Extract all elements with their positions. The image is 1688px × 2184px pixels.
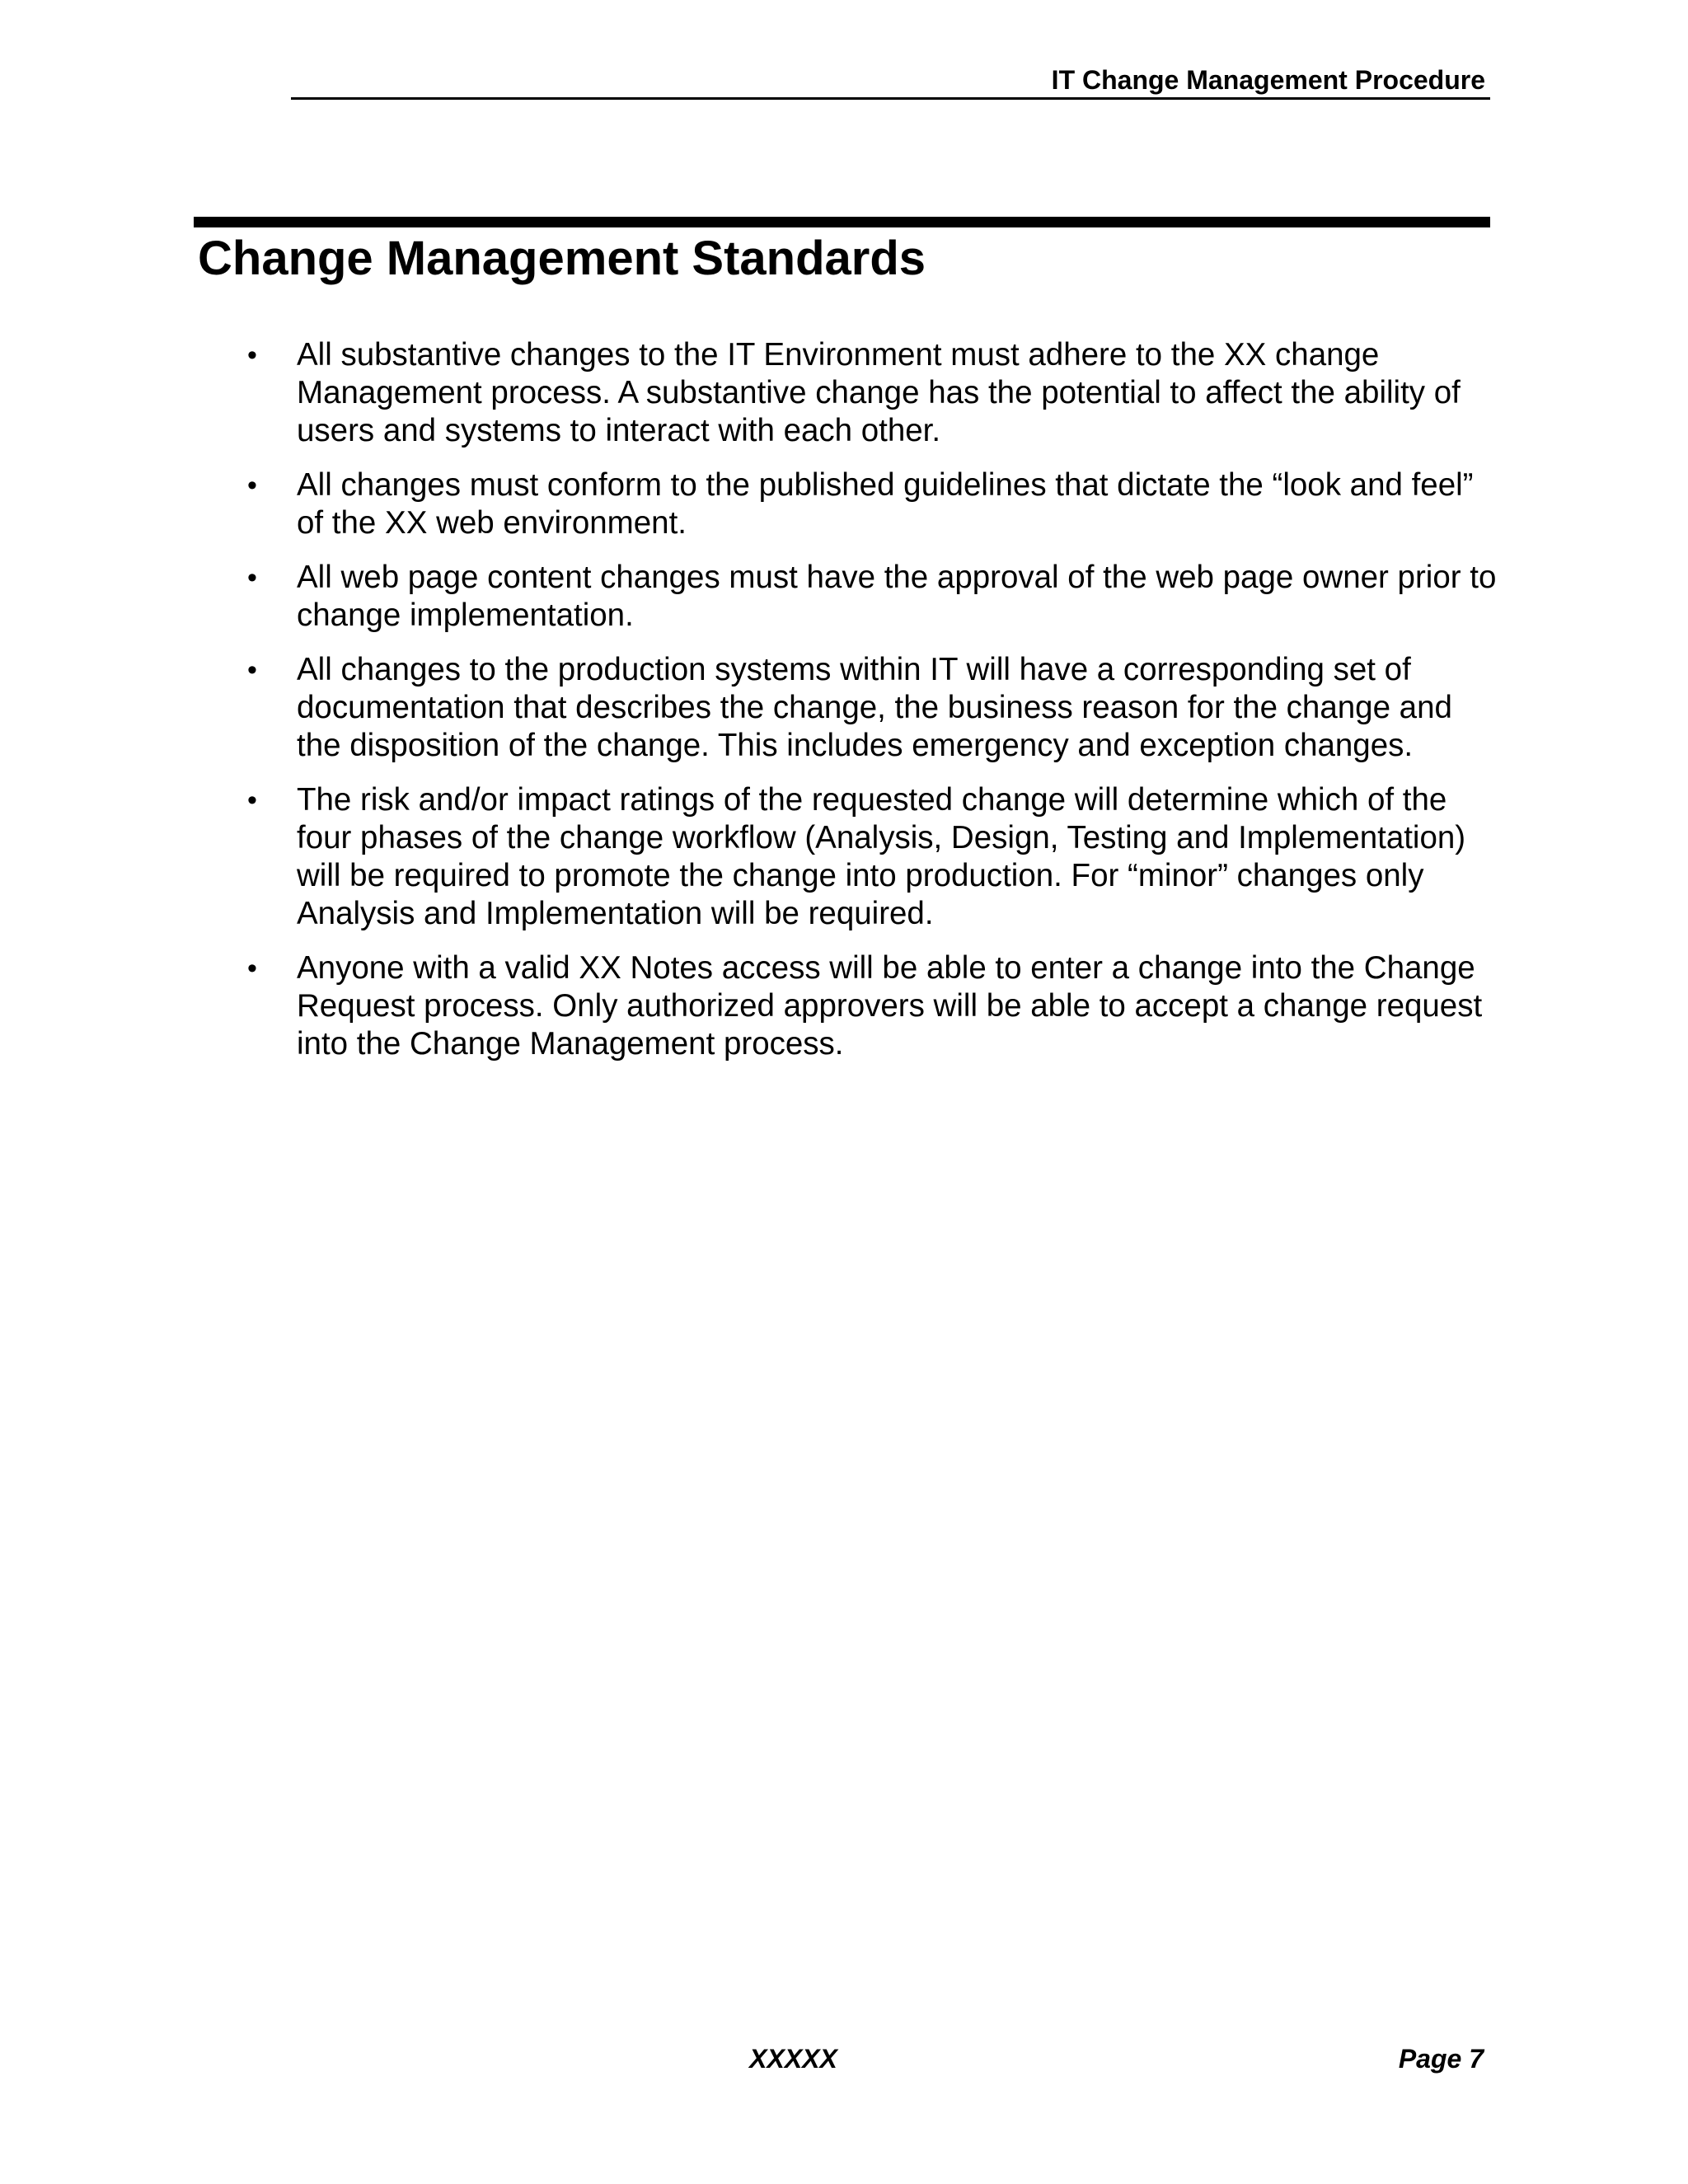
bullet-icon: • — [247, 654, 257, 686]
bullet-icon: • — [247, 470, 257, 501]
section-title: Change Management Standards — [198, 232, 926, 285]
list-item — [239, 559, 1500, 635]
bullet-icon: • — [247, 340, 257, 371]
list-item-text: All changes to the production systems within IT will have a corresponding set of documentation that describes the change, the business reason for the change and the disposition of the change. This includes emergency and exception changes. — [297, 652, 1452, 763]
list-item — [239, 949, 1500, 1063]
list-item-text: All substantive changes to the IT Environment must adhere to the XX change Management process. A substantive change has the potential to affect the ability of users and systems to interact with each other. — [297, 337, 1461, 448]
list-item-text: All web page content changes must have the approval of the web page owner prior to change implementation. — [297, 560, 1497, 633]
bullet-list — [239, 336, 1500, 1080]
running-header — [291, 63, 1490, 100]
bullet-icon: • — [247, 562, 257, 593]
list-item — [239, 781, 1500, 933]
footer-document-id: XXXXX — [749, 2044, 837, 2074]
bullet-icon: • — [247, 953, 257, 984]
running-header-title: IT Change Management Procedure — [1051, 65, 1485, 95]
list-item-text: Anyone with a valid XX Notes access will be able to enter a change into the Change Request process. Only authorized approvers will be able to accept a change request into the Change Management process. — [297, 950, 1483, 1062]
bullet-icon: • — [247, 785, 257, 816]
list-item-text: The risk and/or impact ratings of the requested change will determine which of the four phases of the change workflow (Analysis, Design, Testing and Implementation) will be required to promote the change into production. For “minor” changes only Analysis and Implementation will be required. — [297, 782, 1466, 931]
list-item — [239, 336, 1500, 450]
list-item — [239, 651, 1500, 765]
list-item — [239, 466, 1500, 542]
footer-page-number: Page 7 — [1398, 2044, 1484, 2074]
list-item-text: All changes must conform to the published guidelines that dictate the “look and feel” of the XX web environment. — [297, 467, 1474, 541]
